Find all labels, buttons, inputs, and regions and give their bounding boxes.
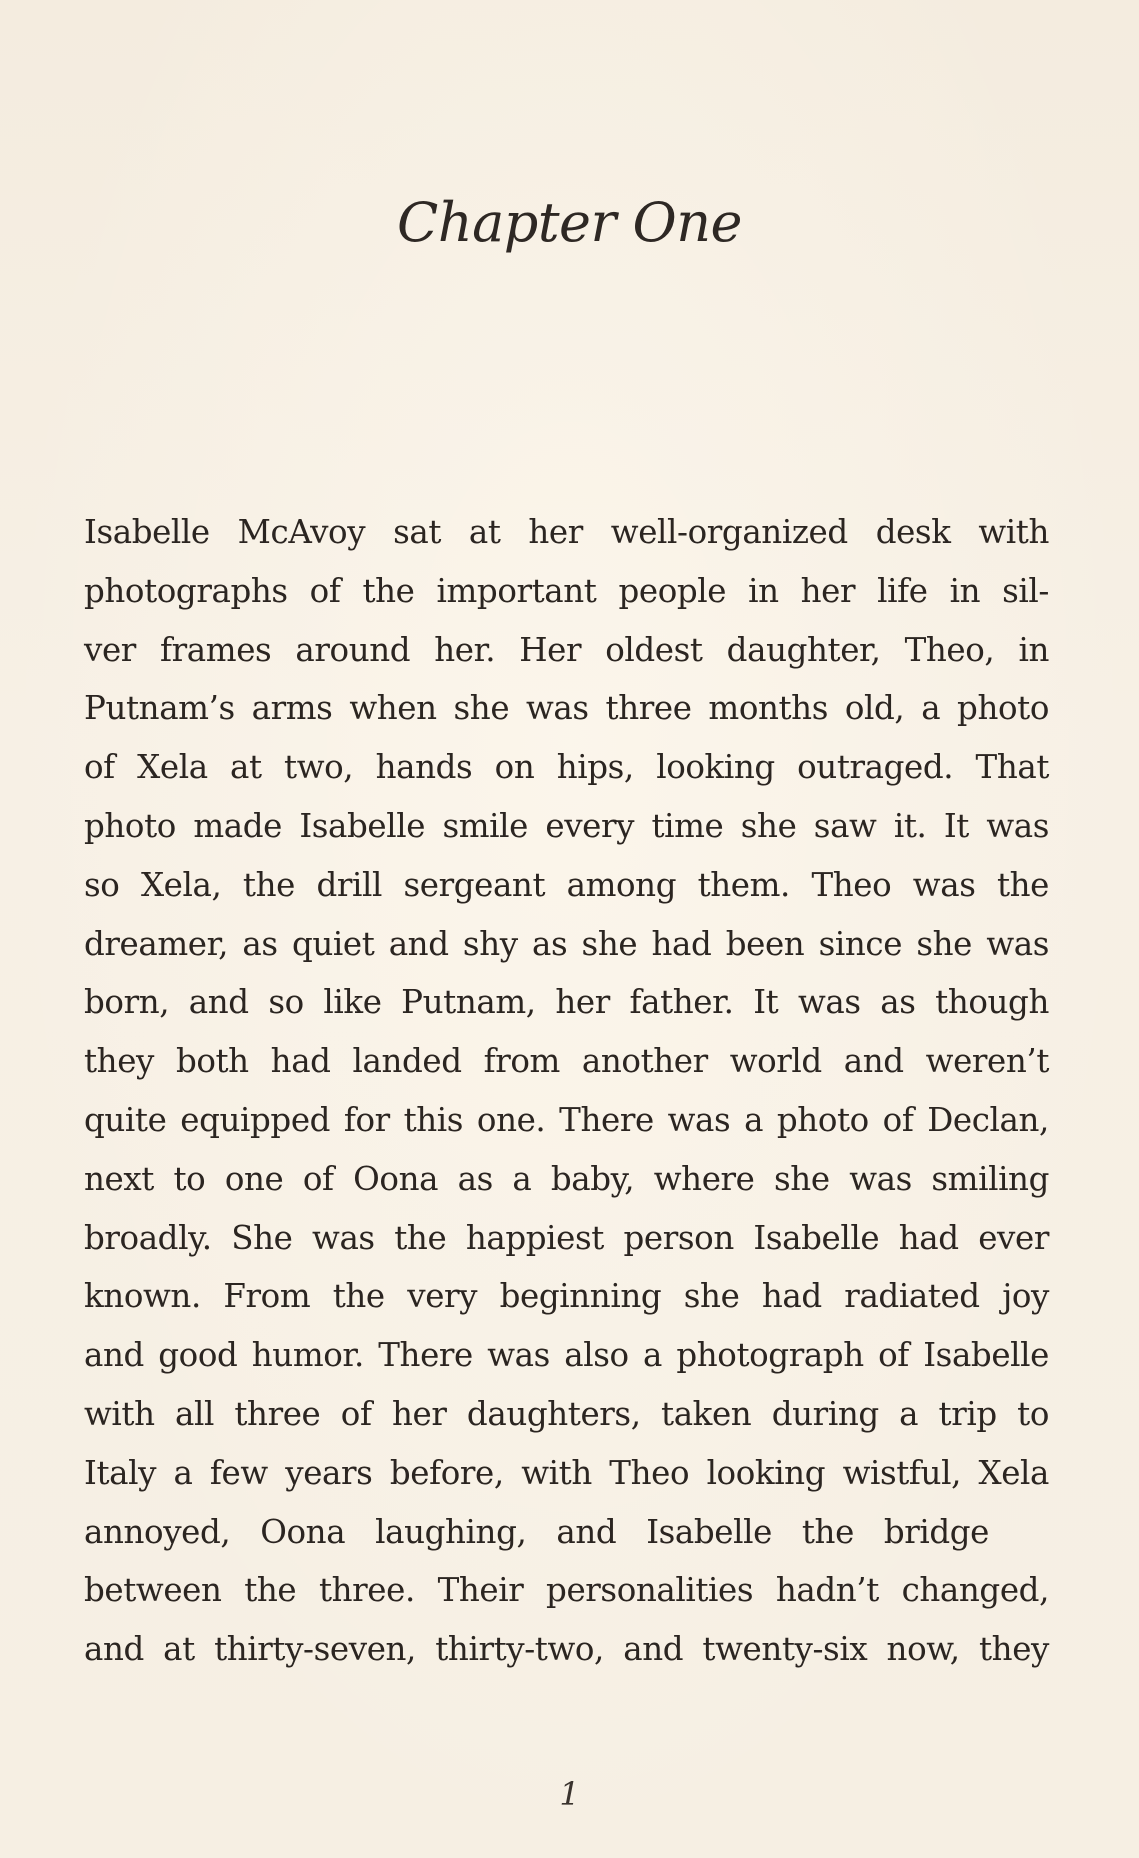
text-line: born, and so like Putnam, her father. It was as though	[84, 983, 1049, 1022]
text-line: between the three. Their personalities hadn’t changed,	[84, 1571, 1049, 1610]
text-line: annoyed, Oona laughing, and Isabelle the bridge	[84, 1512, 990, 1551]
text-line: photographs of the important people in her life in sil-	[84, 571, 1049, 610]
text-line: Italy a few years before, with Theo looking wistful, Xela	[84, 1453, 1049, 1492]
page-number: 1	[559, 1775, 580, 1813]
text-line: next to one of Oona as a baby, where she was smiling	[84, 1159, 1049, 1198]
text-line: known. From the very beginning she had radiated joy	[84, 1277, 1049, 1316]
chapter-title: Chapter One	[397, 191, 742, 254]
text-line: dreamer, as quiet and shy as she had been since she was	[84, 924, 1049, 963]
text-line: of Xela at two, hands on hips, looking outraged. That	[84, 748, 1049, 787]
text-line: Isabelle McAvoy sat at her well-organized desk with	[84, 513, 1049, 551]
text-line: broadly. She was the happiest person Isabelle had ever	[84, 1218, 1049, 1257]
text-line: photo made Isabelle smile every time she saw it. It was	[84, 806, 1049, 845]
text-line: quite equipped for this one. There was a photo of Declan,	[84, 1100, 1049, 1139]
text-line: they both had landed from another world and weren’t	[84, 1042, 1049, 1081]
text-line: so Xela, the drill sergeant among them. Theo was the	[84, 865, 1049, 904]
text-line: and at thirty-seven, thirty-two, and twenty-six now, they	[84, 1630, 1049, 1669]
text-line: with all three of her daughters, taken during a trip to	[84, 1394, 1049, 1433]
body-paragraph	[84, 503, 1049, 1679]
text-line: and good humor. There was also a photograph of Isabelle	[84, 1336, 1049, 1375]
text-line: ver frames around her. Her oldest daughter, Theo, in	[84, 630, 1049, 669]
text-line: Putnam’s arms when she was three months old, a photo	[84, 689, 1049, 728]
